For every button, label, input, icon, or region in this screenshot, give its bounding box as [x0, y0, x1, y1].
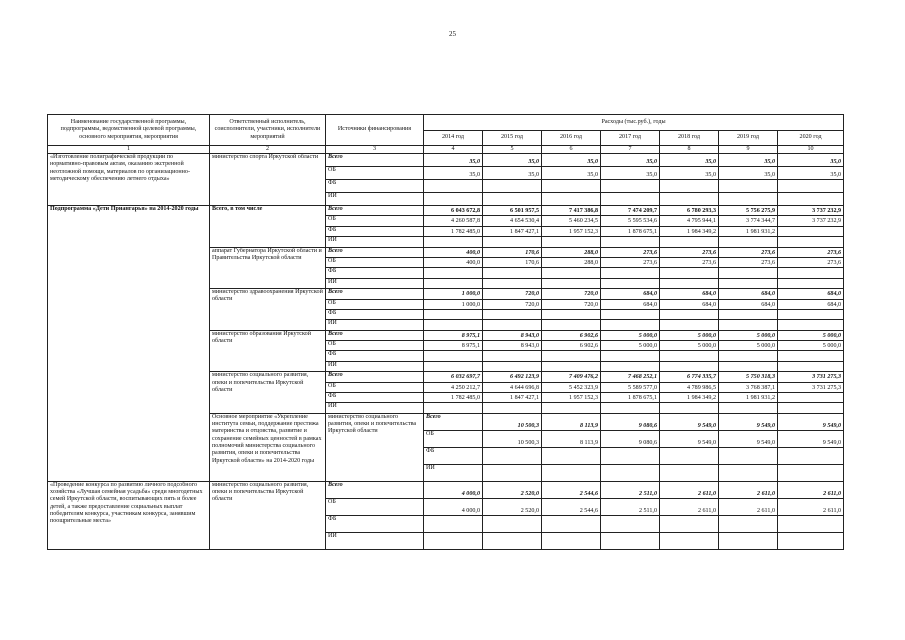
- value-cell: 2 611,0: [660, 498, 719, 515]
- source-label: ОБ: [326, 299, 424, 309]
- value-cell: 4 654 530,4: [483, 216, 542, 226]
- table-row: [48, 206, 844, 216]
- value-cell: 4 644 696,8: [483, 382, 542, 392]
- value-cell: 35,0: [660, 154, 719, 167]
- value-cell: 8 113,9: [542, 430, 601, 447]
- source-label: ФБ: [326, 351, 424, 361]
- value-cell: 3 737 232,9: [778, 216, 844, 226]
- header-name: Наименование государственной программы, подпрограммы, ведомственной целевой программы, основного мероприятия, мероприятия: [48, 115, 210, 146]
- value-cell: 1 878 675,1: [601, 226, 660, 236]
- value-cell: 35,0: [660, 167, 719, 180]
- year-header: 2018 год: [660, 131, 719, 146]
- value-cell: 8 975,1: [424, 341, 483, 351]
- col-number: 2: [210, 146, 326, 154]
- year-header: 2016 год: [542, 131, 601, 146]
- value-cell: 4 250 212,7: [424, 382, 483, 392]
- value-cell: 684,0: [719, 299, 778, 309]
- value-cell: 35,0: [483, 167, 542, 180]
- value-cell: 5 452 323,9: [542, 382, 601, 392]
- value-cell: 684,0: [660, 299, 719, 309]
- value-cell: 6 501 957,5: [483, 206, 542, 216]
- header-sources: Источники финансирования: [326, 115, 424, 146]
- value-cell: 684,0: [778, 289, 844, 299]
- header-executor: Ответственный исполнитель, соисполнители, участники, исполнители мероприятий: [210, 115, 326, 146]
- source-label: ИИ: [326, 193, 424, 206]
- value-cell: 684,0: [719, 289, 778, 299]
- source-label: ОБ: [326, 498, 424, 515]
- value-cell: 3 731 275,3: [778, 372, 844, 382]
- value-cell: 5 000,0: [601, 341, 660, 351]
- col-number: 1: [48, 146, 210, 154]
- year-header: 2017 год: [601, 131, 660, 146]
- value-cell: 2 544,6: [542, 498, 601, 515]
- source-label: ФБ: [326, 226, 424, 236]
- year-header: 2014 год: [424, 131, 483, 146]
- value-cell: 720,0: [483, 299, 542, 309]
- source-label: Всего: [326, 247, 424, 257]
- value-cell: 35,0: [483, 154, 542, 167]
- col-number: 5: [483, 146, 542, 154]
- value-cell: 273,6: [778, 257, 844, 267]
- value-cell: 2 611,0: [778, 481, 844, 498]
- value-cell: 35,0: [778, 167, 844, 180]
- executor-name: Всего, в том числе: [210, 206, 326, 248]
- value-cell: 35,0: [542, 167, 601, 180]
- value-cell: 1 000,0: [424, 299, 483, 309]
- col-number: 3: [326, 146, 424, 154]
- header-expenses: Расходы (тыс.руб.), годы: [424, 115, 844, 131]
- value-cell: 3 737 232,9: [778, 206, 844, 216]
- value-cell: 8 943,0: [483, 341, 542, 351]
- value-cell: 1 847 427,1: [483, 393, 542, 403]
- table-row: [48, 481, 844, 498]
- value-cell: 288,0: [542, 247, 601, 257]
- value-cell: 1 878 675,1: [601, 393, 660, 403]
- source-label: Всего: [326, 154, 424, 167]
- value-cell: 400,0: [424, 247, 483, 257]
- value-cell: 1 782 485,0: [424, 393, 483, 403]
- value-cell: 35,0: [601, 167, 660, 180]
- value-cell: 1 984 349,2: [660, 393, 719, 403]
- executor-name: аппарат Губернатора Иркутской области и Правительства Иркутской области: [210, 247, 326, 289]
- year-header: 2015 год: [483, 131, 542, 146]
- table-row: [48, 154, 844, 167]
- value-cell: 3 768 387,1: [719, 382, 778, 392]
- value-cell: 10 500,3: [483, 413, 542, 430]
- year-header: 2020 год: [778, 131, 844, 146]
- value-cell: 35,0: [601, 154, 660, 167]
- value-cell: 5 000,0: [719, 341, 778, 351]
- value-cell: 1 981 931,2: [719, 393, 778, 403]
- source-label: ИИ: [326, 361, 424, 371]
- value-cell: 4 000,0: [424, 481, 483, 498]
- value-cell: 9 549,0: [660, 413, 719, 430]
- value-cell: 1 981 931,2: [719, 226, 778, 236]
- column-number-row: [48, 146, 844, 154]
- header-row-top: [48, 115, 844, 131]
- value-cell: 35,0: [719, 167, 778, 180]
- value-cell: 2 520,0: [483, 481, 542, 498]
- executor-name: министерство социального развития, опеки и попечительства Иркутской области: [326, 413, 424, 481]
- value-cell: 6 780 293,3: [660, 206, 719, 216]
- executor-name: министерство социального развития, опеки и попечительства Иркутской области: [210, 372, 326, 414]
- value-cell: 8 113,9: [542, 413, 601, 430]
- value-cell: 684,0: [601, 299, 660, 309]
- source-label: ФБ: [326, 393, 424, 403]
- value-cell: 9 549,0: [719, 430, 778, 447]
- value-cell: 684,0: [601, 289, 660, 299]
- value-cell: 720,0: [542, 299, 601, 309]
- source-label: ОБ: [326, 167, 424, 180]
- value-cell: 2 611,0: [660, 481, 719, 498]
- year-header: 2019 год: [719, 131, 778, 146]
- value-cell: 2 611,0: [778, 498, 844, 515]
- source-label: ОБ: [326, 216, 424, 226]
- value-cell: 9 549,0: [660, 430, 719, 447]
- value-cell: 273,6: [660, 247, 719, 257]
- value-cell: 5 595 534,6: [601, 216, 660, 226]
- value-cell: 273,6: [601, 257, 660, 267]
- col-number: 7: [601, 146, 660, 154]
- value-cell: 6 774 335,7: [660, 372, 719, 382]
- executor-name: министерство спорта Иркутской области: [210, 154, 326, 206]
- value-cell: 1 984 349,2: [660, 226, 719, 236]
- source-label: ИИ: [326, 532, 424, 549]
- value-cell: 5 756 275,9: [719, 206, 778, 216]
- value-cell: 35,0: [778, 154, 844, 167]
- value-cell: 3 731 275,3: [778, 382, 844, 392]
- value-cell: 8 943,0: [483, 330, 542, 340]
- value-cell: 6 032 697,7: [424, 372, 483, 382]
- source-label: ИИ: [326, 237, 424, 247]
- value-cell: 35,0: [719, 154, 778, 167]
- value-cell: 288,0: [542, 257, 601, 267]
- value-cell: 6 902,6: [542, 341, 601, 351]
- value-cell: 6 492 123,9: [483, 372, 542, 382]
- value-cell: 6 902,6: [542, 330, 601, 340]
- source-label: Всего: [326, 206, 424, 216]
- value-cell: 684,0: [660, 289, 719, 299]
- value-cell: 9 080,6: [601, 430, 660, 447]
- value-cell: 1 782 485,0: [424, 226, 483, 236]
- activity-name: «Изготовление полиграфической продукции по нормативно-правовым актам, оказанию экстренной неотложной помощи, материалов по организационно-методическому обеспечению летнего отдыха»: [48, 154, 210, 206]
- source-label: ОБ: [326, 341, 424, 351]
- value-cell: 170,6: [483, 247, 542, 257]
- source-label: Всего: [424, 413, 483, 430]
- value-cell: 5 000,0: [601, 330, 660, 340]
- source-label: ИИ: [424, 464, 483, 481]
- page-number: 25: [449, 30, 456, 38]
- subprogram-name: Подпрограмма «Дети Приангарья» на 2014-2020 годы: [48, 206, 210, 482]
- value-cell: 8 975,1: [424, 330, 483, 340]
- value-cell: 5 000,0: [778, 341, 844, 351]
- source-label: ФБ: [424, 447, 483, 464]
- source-label: ИИ: [326, 278, 424, 288]
- value-cell: 7 417 386,8: [542, 206, 601, 216]
- expenses-table: [47, 114, 844, 550]
- source-label: Всего: [326, 372, 424, 382]
- value-cell: 9 080,6: [601, 413, 660, 430]
- source-label: ФБ: [326, 515, 424, 532]
- source-label: ФБ: [326, 268, 424, 278]
- value-cell: 273,6: [660, 257, 719, 267]
- source-label: ФБ: [326, 180, 424, 193]
- value-cell: 1 957 152,3: [542, 393, 601, 403]
- value-cell: [778, 393, 844, 403]
- col-number: 8: [660, 146, 719, 154]
- col-number: 4: [424, 146, 483, 154]
- value-cell: 7 468 252,1: [601, 372, 660, 382]
- value-cell: 684,0: [778, 299, 844, 309]
- value-cell: 10 500,3: [483, 430, 542, 447]
- value-cell: 273,6: [778, 247, 844, 257]
- value-cell: 273,6: [601, 247, 660, 257]
- value-cell: 35,0: [424, 167, 483, 180]
- value-cell: 273,6: [719, 247, 778, 257]
- col-number: 9: [719, 146, 778, 154]
- value-cell: 35,0: [542, 154, 601, 167]
- value-cell: 2 511,0: [601, 481, 660, 498]
- executor-name: министерство здравоохранения Иркутской области: [210, 289, 326, 331]
- value-cell: 2 520,0: [483, 498, 542, 515]
- activity-name: Основное мероприятие «Укрепление института семьи, поддержание престижа материнства и отцовства, развитие и сохранение семейных ценностей в рамках полномочий министерства социального развития, опеки и попечительства Иркутской области» на 2014-2020 годы: [210, 413, 326, 481]
- source-label: ОБ: [326, 382, 424, 392]
- value-cell: 9 549,0: [778, 413, 844, 430]
- executor-name: министерство социального развития, опеки и попечительства Иркутской области: [210, 481, 326, 549]
- value-cell: 2 611,0: [719, 498, 778, 515]
- source-label: ФБ: [326, 309, 424, 319]
- value-cell: 2 611,0: [719, 481, 778, 498]
- activity-name: «Проведение конкурса по развитию личного подсобного хозяйства «Лучшая семейная усадьба» среди многодетных семей Иркутской области, воспитывающих пять и более детей, а также предоставление социальных выплат победителям конкурса, участникам конкурса, занявшим поощрительные места»: [48, 481, 210, 549]
- value-cell: 7 409 476,2: [542, 372, 601, 382]
- value-cell: 9 549,0: [719, 413, 778, 430]
- executor-name: министерство образования Иркутской области: [210, 330, 326, 372]
- value-cell: 5 000,0: [719, 330, 778, 340]
- value-cell: 720,0: [483, 289, 542, 299]
- value-cell: 6 043 672,8: [424, 206, 483, 216]
- source-label: Всего: [326, 481, 424, 498]
- value-cell: 1 847 427,1: [483, 226, 542, 236]
- source-label: ОБ: [424, 430, 483, 447]
- value-cell: 5 589 577,0: [601, 382, 660, 392]
- value-cell: 35,0: [424, 154, 483, 167]
- source-label: ОБ: [326, 257, 424, 267]
- value-cell: 5 460 234,5: [542, 216, 601, 226]
- value-cell: 3 774 344,7: [719, 216, 778, 226]
- value-cell: 170,6: [483, 257, 542, 267]
- value-cell: 7 474 209,7: [601, 206, 660, 216]
- value-cell: 5 000,0: [660, 330, 719, 340]
- value-cell: 2 511,0: [601, 498, 660, 515]
- source-label: Всего: [326, 289, 424, 299]
- value-cell: 273,6: [719, 257, 778, 267]
- value-cell: 5 000,0: [660, 341, 719, 351]
- value-cell: 2 544,6: [542, 481, 601, 498]
- value-cell: 4 000,0: [424, 498, 483, 515]
- value-cell: [778, 226, 844, 236]
- source-label: Всего: [326, 330, 424, 340]
- value-cell: 1 957 152,3: [542, 226, 601, 236]
- value-cell: 9 549,0: [778, 430, 844, 447]
- col-number: 10: [778, 146, 844, 154]
- value-cell: 400,0: [424, 257, 483, 267]
- value-cell: 4 789 986,5: [660, 382, 719, 392]
- value-cell: 4 260 587,8: [424, 216, 483, 226]
- value-cell: 720,0: [542, 289, 601, 299]
- col-number: 6: [542, 146, 601, 154]
- value-cell: 5 000,0: [778, 330, 844, 340]
- value-cell: 5 750 318,3: [719, 372, 778, 382]
- source-label: ИИ: [326, 403, 424, 413]
- value-cell: 4 795 944,1: [660, 216, 719, 226]
- value-cell: 1 000,0: [424, 289, 483, 299]
- source-label: ИИ: [326, 320, 424, 330]
